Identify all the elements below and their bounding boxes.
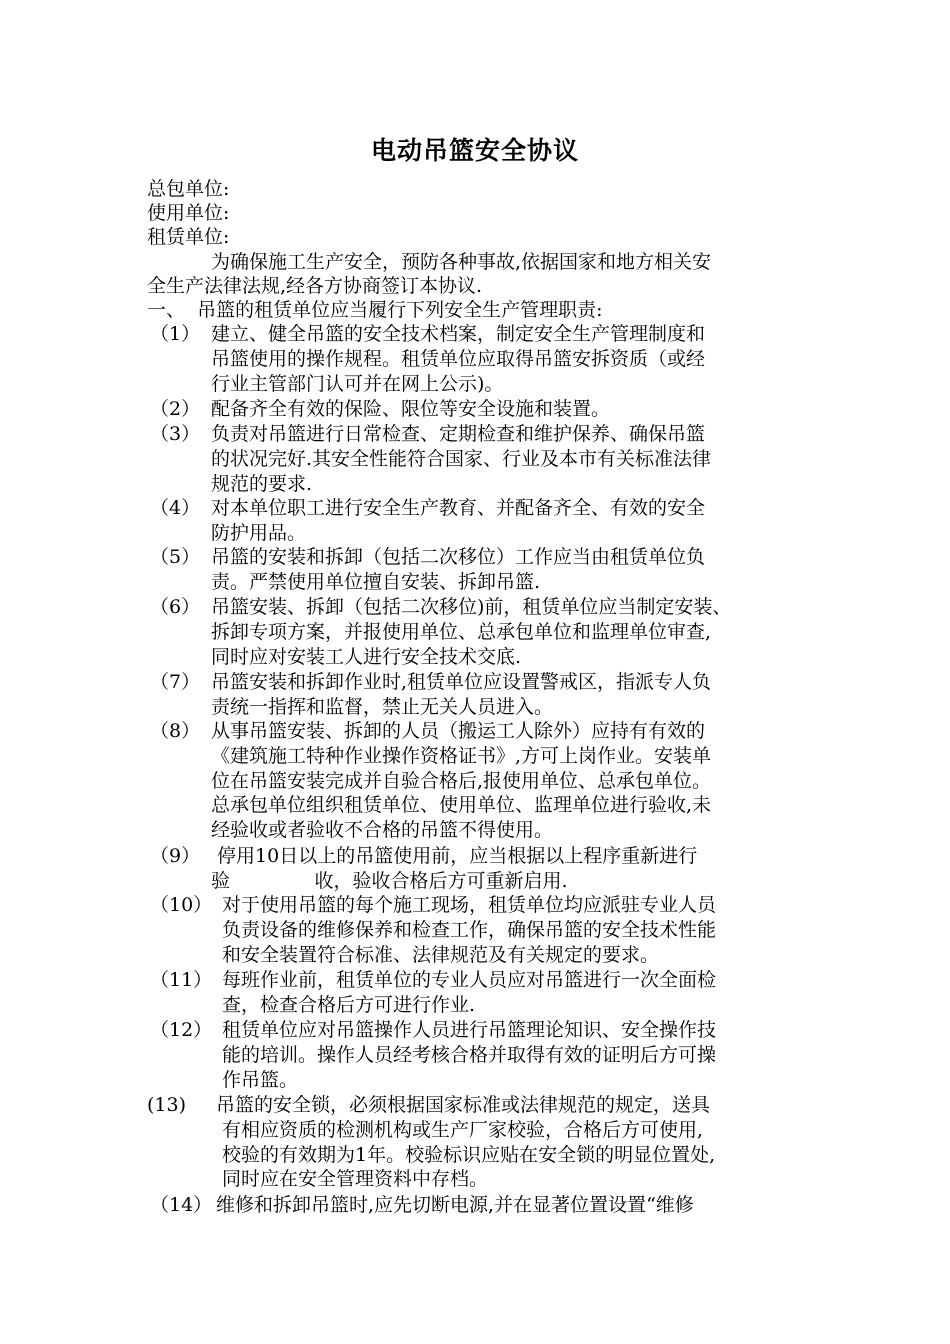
- clause-text-line: 吊篮的安全锁，必须根据国家标准或法律规范的规定，送具: [216, 1094, 711, 1116]
- clause-number: （7）: [150, 671, 201, 693]
- clause-number: （12）: [150, 1019, 213, 1041]
- party-general-contractor: 总包单位:: [147, 178, 230, 200]
- intro-line: 全生产法律法规,经各方协商签订本协议.: [147, 275, 483, 297]
- clause-number: （11）: [150, 969, 213, 991]
- clause-text-line: 规范的要求.: [211, 473, 313, 495]
- clause-text-line: 总承包单位组织租赁单位、使用单位、监理单位进行验收,未: [211, 794, 712, 816]
- clause-number: （10）: [150, 894, 213, 916]
- clause-text-line: 同时应对安装工人进行安全技术交底.: [211, 646, 522, 668]
- clause-text-line: 和安全装置符合标准、法律规范及有关规定的要求。: [222, 944, 660, 966]
- clause-number: （2）: [150, 398, 201, 420]
- clause-text-line: 吊篮安装和拆卸作业时,租赁单位应设置警戒区，指派专人负: [211, 671, 712, 693]
- clause-number: （6）: [150, 596, 201, 618]
- clause-text-line: 负责对吊篮进行日常检查、定期检查和维护保养、确保吊篮: [211, 423, 706, 445]
- clause-text-line: 对本单位职工进行安全生产教育、并配备齐全、有效的安全: [211, 497, 706, 519]
- section-heading: 一、 吊篮的租赁单位应当履行下列安全生产管理职责:: [147, 299, 603, 321]
- clause-text-line: 吊篮使用的操作规程。租赁单位应取得吊篮安拆资质（或经: [211, 348, 706, 370]
- clause-text-line: 维修和拆卸吊篮时,应先切断电源,并在显著位置设置“维修: [216, 1194, 694, 1216]
- clause-text-line: 经验收或者验收不合格的吊篮不得使用。: [211, 819, 554, 841]
- clause-number: （9）: [150, 845, 201, 867]
- intro-line: 为确保施工生产安全，预防各种事故,依据国家和地方相关安: [211, 251, 712, 273]
- clause-number: (13): [147, 1094, 187, 1116]
- clause-text-line: 位在吊篮安装完成并自验合格后,报使用单位、总承包单位。: [211, 770, 712, 792]
- clause-text-line: 建立、健全吊篮的安全技术档案，制定安全生产管理制度和: [211, 323, 706, 345]
- clause-number: （8）: [150, 720, 201, 742]
- clause-text-line: 吊篮安装、拆卸（包括二次移位)前，租赁单位应当制定安装、: [211, 596, 732, 618]
- clause-number: （3）: [150, 423, 201, 445]
- clause-text-line: 防护用品。: [211, 522, 307, 544]
- clause-number: （5）: [150, 546, 201, 568]
- party-lessor: 租赁单位:: [147, 226, 230, 248]
- clause-number: （14）: [150, 1194, 213, 1216]
- clause-text-line: 租赁单位应对吊篮操作人员进行吊篮理论知识、安全操作技: [222, 1019, 717, 1041]
- clause-text-line: 配备齐全有效的保险、限位等安全设施和装置。: [211, 398, 611, 420]
- clause-text-line: 停用10日以上的吊篮使用前，应当根据以上程序重新进行: [211, 845, 698, 867]
- party-user: 使用单位:: [147, 202, 230, 224]
- clause-text-line: 行业主管部门认可并在网上公示)。: [211, 373, 504, 395]
- clause-number: （1）: [150, 323, 201, 345]
- clause-text-line: 负责设备的维修保养和检查工作，确保吊篮的安全技术性能: [222, 919, 717, 941]
- clause-text-line: 能的培训。操作人员经考核合格并取得有效的证明后方可操: [222, 1044, 717, 1066]
- clause-text-line: 验 收，验收合格后方可重新启用.: [211, 870, 568, 892]
- clause-text-line: 责。严禁使用单位擅自安装、拆卸吊篮.: [211, 571, 541, 593]
- clause-text-line: 每班作业前，租赁单位的专业人员应对吊篮进行一次全面检: [222, 969, 717, 991]
- clause-text-line: 责统一指挥和监督，禁止无关人员进入。: [211, 696, 554, 718]
- clause-text-line: 《建筑施工特种作业操作资格证书》,方可上岗作业。安装单: [211, 745, 712, 767]
- clause-text-line: 作吊篮。: [222, 1069, 299, 1091]
- clause-text-line: 的状况完好.其安全性能符合国家、行业及本市有关标准法律: [211, 448, 712, 470]
- clause-text-line: 从事吊篮安装、拆卸的人员（搬运工人除外）应持有有效的: [211, 720, 706, 742]
- clause-number: （4）: [150, 497, 201, 519]
- clause-text-line: 有相应资质的检测机构或生产厂家校验，合格后方可使用,: [222, 1119, 704, 1141]
- clause-text-line: 对于使用吊篮的每个施工现场，租赁单位均应派驻专业人员: [222, 894, 717, 916]
- document-title: 电动吊篮安全协议: [370, 136, 579, 165]
- clause-text-line: 拆卸专项方案，并报使用单位、总承包单位和监理单位审查,: [211, 621, 712, 643]
- clause-text-line: 吊篮的安装和拆卸（包括二次移位）工作应当由租赁单位负: [211, 546, 706, 568]
- clause-text-line: 同时应在安全管理资料中存档。: [222, 1168, 489, 1190]
- clause-text-line: 查，检查合格后方可进行作业.: [222, 994, 476, 1016]
- clause-text-line: 校验的有效期为1年。校验标识应贴在安全锁的明显位置处,: [222, 1144, 716, 1166]
